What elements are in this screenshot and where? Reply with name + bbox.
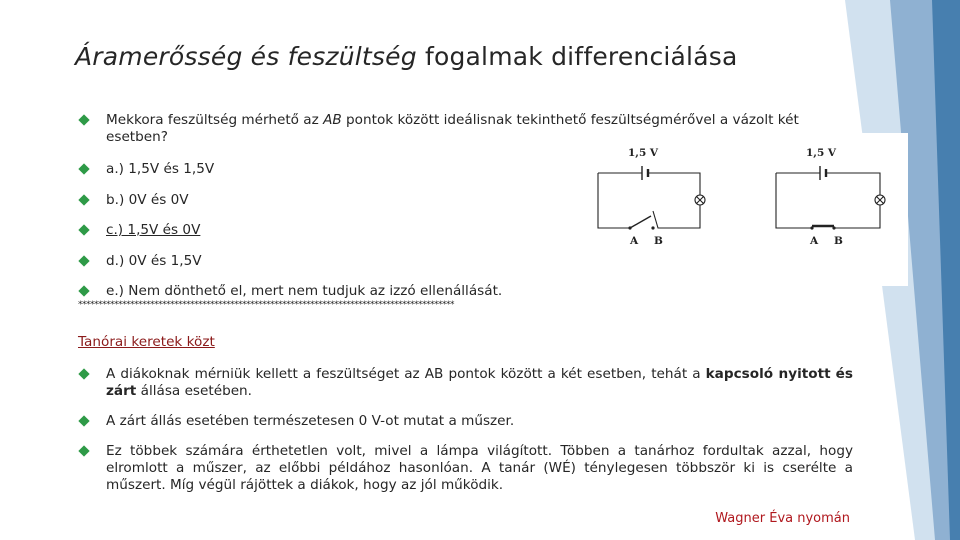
left-battery-label: 1,5 V (628, 147, 659, 159)
bullet-diamond-icon (78, 194, 89, 205)
option-d (78, 253, 598, 270)
question-text-before: Mekkora feszültség mérhető az (106, 112, 324, 128)
option-e-text: e.) Nem dönthető el, mert nem tudjuk az izzó ellenállását. (106, 283, 503, 299)
section-subtitle: Tanórai keretek közt (78, 334, 215, 350)
note-1-before: A diákoknak mérniük kellett a feszültséget az AB pontok között a két esetben, tehát a (106, 366, 706, 382)
note-2-text: A zárt állás esetében természetesen 0 V-ot mutat a műszer. (106, 413, 515, 429)
separator-line: ********************************************************************************************** (78, 300, 454, 310)
note-3-text: Ez többek számára érthetetlen volt, mivel a lámpa világított. Többen a tanárhoz fordultak azzal, hogy elromlott a műszer, az előbbi példához hasonlóan. A tanár (WÉ) ténylegesen többször ki is cserélte a műszert. Míg végül rájöttek a diákok, hogy az jól működik. (106, 443, 853, 493)
page-title (75, 42, 737, 71)
option-a (78, 161, 598, 178)
bullet-diamond-icon (78, 163, 89, 174)
note-1-bold-1: kapcsoló nyitott (705, 366, 831, 382)
option-e (78, 283, 598, 300)
title-normal-part: fogalmak differenciálása (424, 42, 738, 71)
option-a-text: a.) 1,5V és 1,5V (106, 161, 215, 177)
left-point-a-label: A (630, 235, 639, 247)
bullet-diamond-icon (78, 415, 89, 426)
answer-options (78, 161, 598, 314)
note-item-3 (78, 443, 853, 494)
note-1-bold-2: és zárt (106, 366, 853, 399)
bullet-diamond-icon (78, 368, 89, 379)
question-text-italic: AB (323, 112, 342, 128)
bullet-diamond-icon (78, 224, 89, 235)
title-italic-part: Áramerősség és feszültség (75, 42, 417, 71)
left-point-b-label: B (654, 235, 663, 247)
right-battery-label: 1,5 V (806, 147, 837, 159)
option-c (78, 222, 598, 239)
circuit-diagram (594, 133, 908, 286)
bullet-diamond-icon (78, 445, 89, 456)
right-point-a-label: A (810, 235, 819, 247)
right-point-b-label: B (834, 235, 843, 247)
question-text-after: pontok között ideálisnak tekinthető feszültségmérővel a vázolt két esetben? (106, 112, 799, 145)
note-item-2 (78, 413, 853, 430)
signature: Wagner Éva nyomán (715, 511, 850, 526)
note-item-1 (78, 366, 853, 400)
option-d-text: d.) 0V és 1,5V (106, 252, 202, 269)
bullet-diamond-icon (78, 255, 89, 266)
option-b-text: b.) 0V és 0V (106, 191, 189, 208)
option-c-text: c.) 1,5V és 0V (106, 222, 201, 238)
note-1-after: állása esetében. (136, 383, 252, 399)
option-b (78, 192, 598, 209)
bullet-diamond-icon (78, 114, 89, 125)
bullet-diamond-icon (78, 285, 89, 296)
notes-list (78, 366, 853, 507)
